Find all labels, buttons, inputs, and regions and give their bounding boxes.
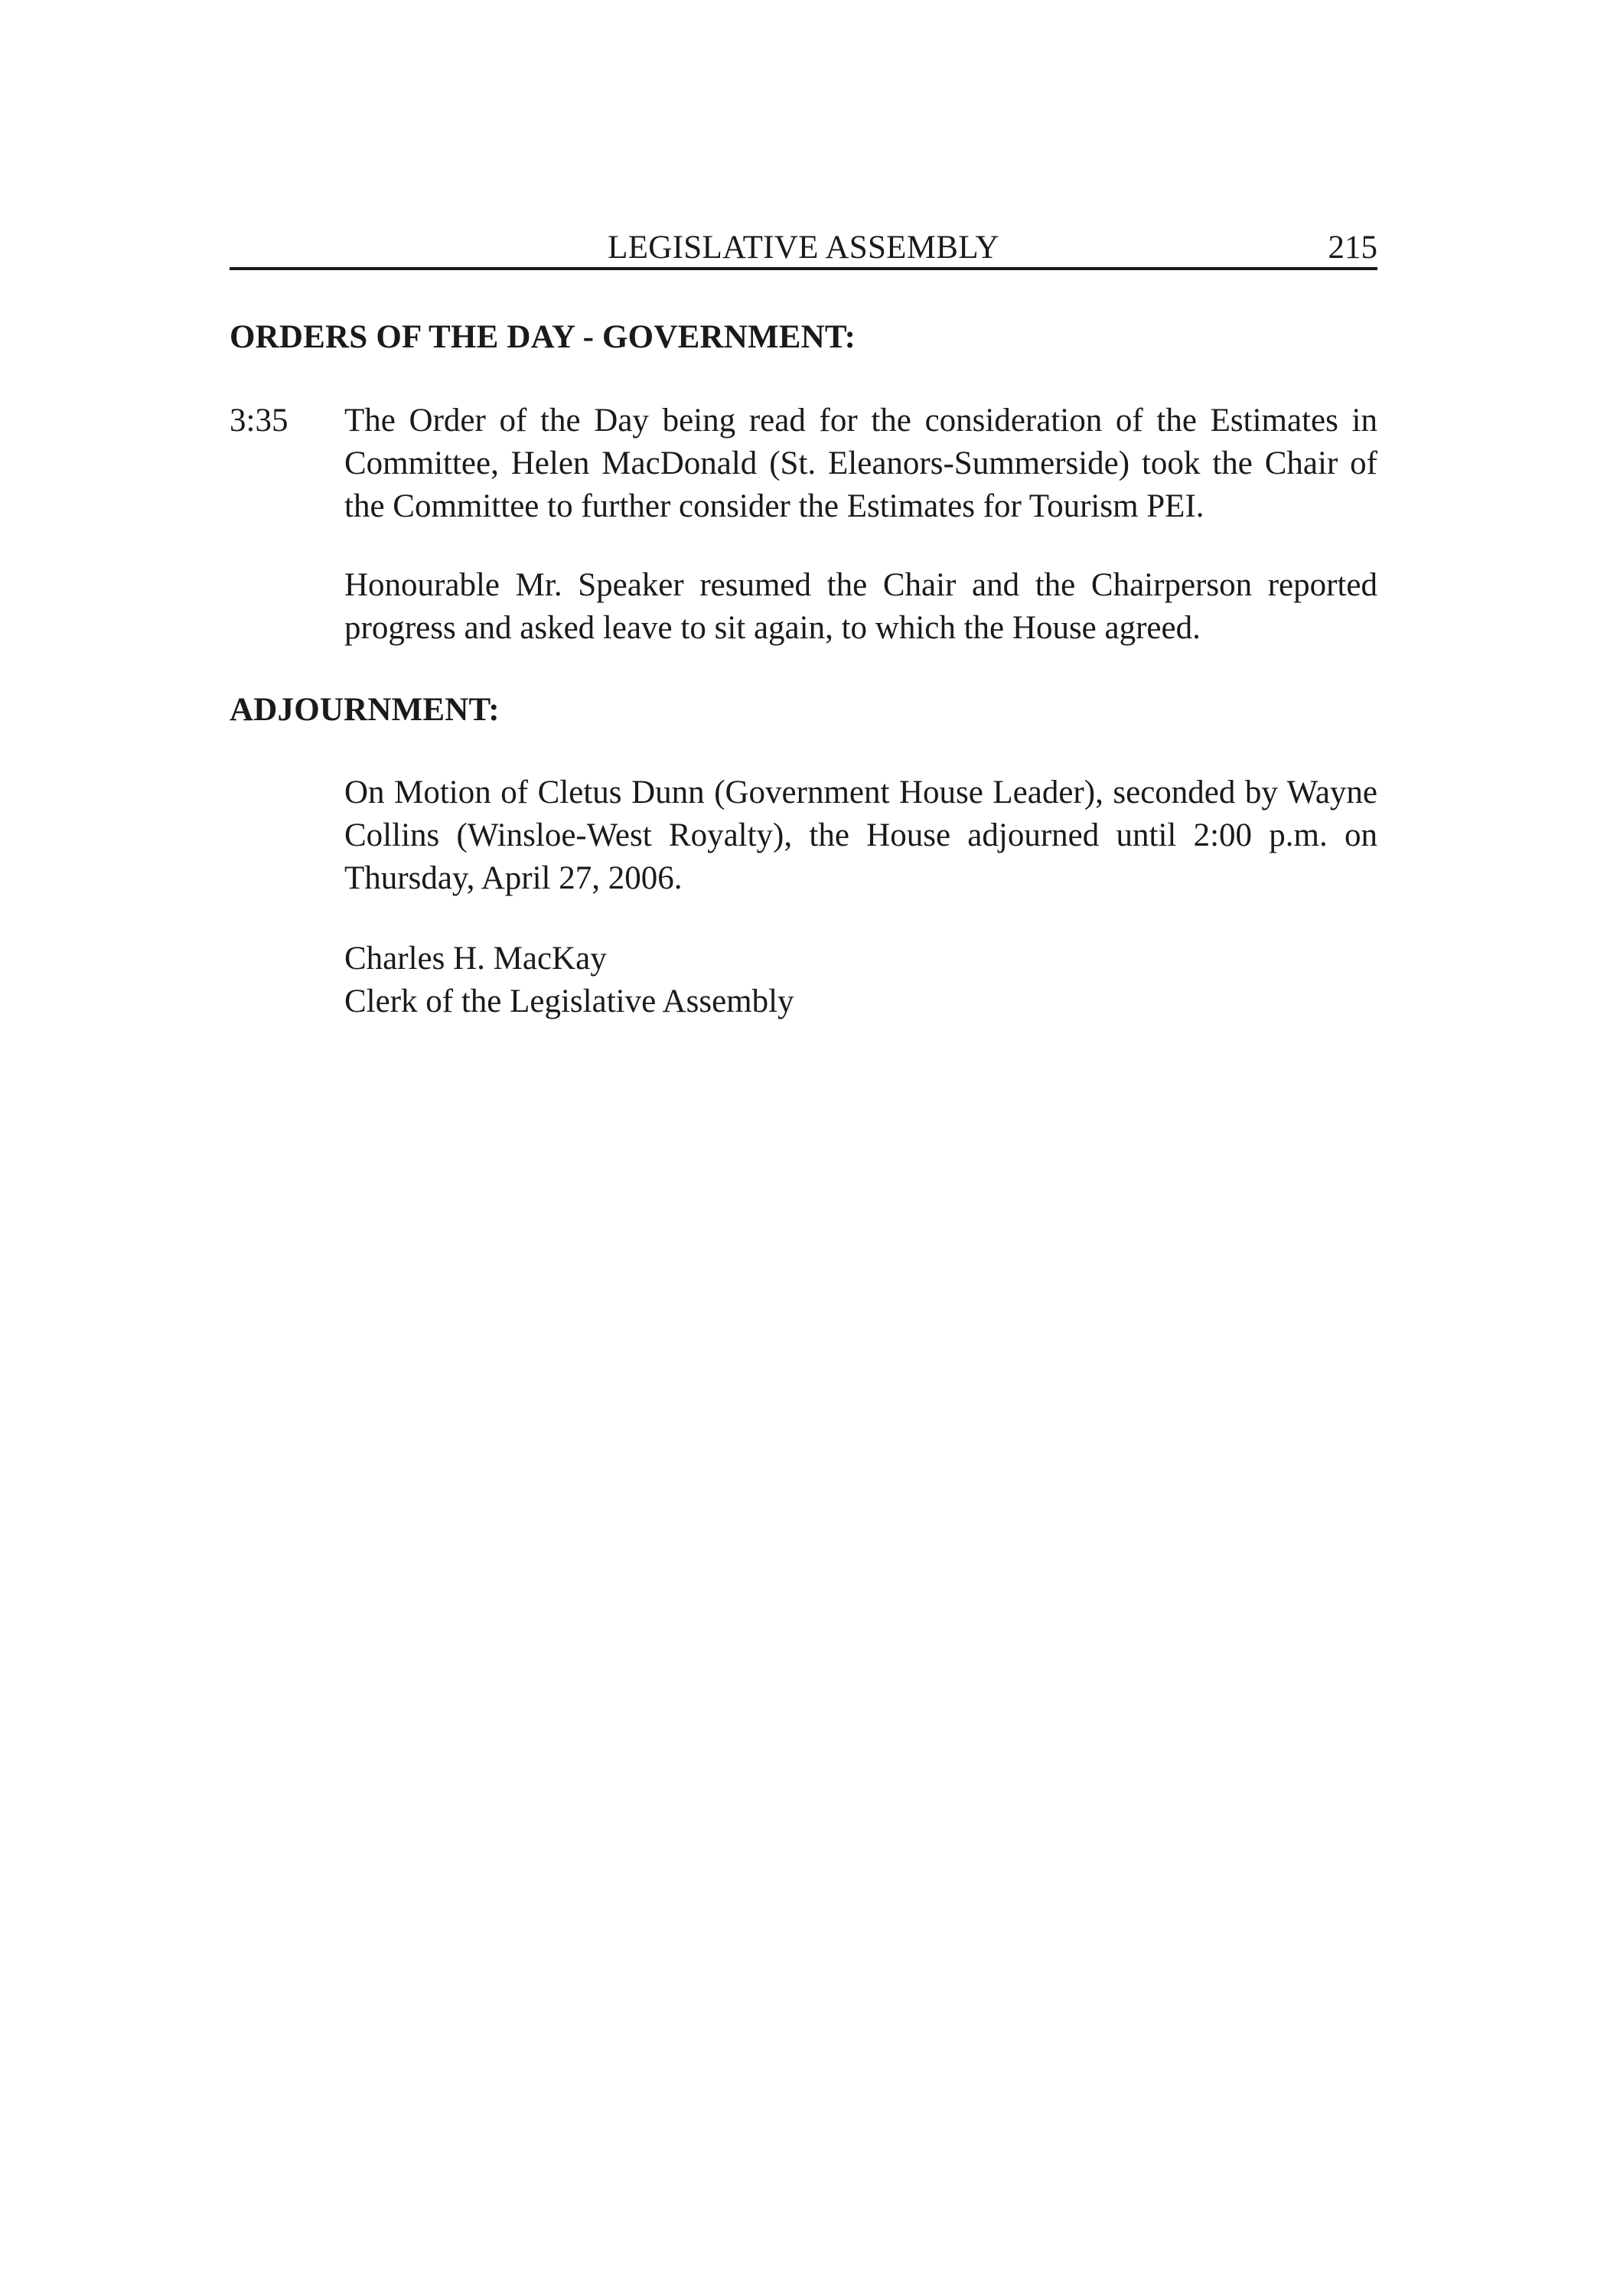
entry-time: 3:35 [230, 403, 288, 439]
signature-title: Clerk of the Legislative Assembly [344, 983, 794, 1019]
header-rule [230, 267, 1377, 270]
adjournment-paragraph: On Motion of Cletus Dunn (Government House Leader), seconded by Wayne Collins (Winsloe-West Royalty), the House adjourned until 2:00 p.m. on Thursday, April 27, 2006. [344, 775, 1377, 896]
orders-of-the-day-heading: ORDERS OF THE DAY - GOVERNMENT: [230, 319, 856, 355]
signature-name: Charles H. MacKay [344, 941, 607, 977]
orders-paragraph-2: Honourable Mr. Speaker resumed the Chair and the Chairperson reported progress and asked leave to sit again, to which the House agreed. [344, 567, 1377, 646]
header-title: LEGISLATIVE ASSEMBLY [608, 230, 999, 266]
page-number: 215 [1328, 230, 1377, 266]
signature-block [344, 938, 794, 1023]
adjournment-heading: ADJOURNMENT: [230, 692, 500, 728]
page-header [230, 225, 1377, 271]
orders-paragraph-1: The Order of the Day being read for the consideration of the Estimates in Committee, Helen MacDonald (St. Eleanors-Summerside) took the Chair of the Committee to further consider the Estimates for Tourism PEI. [344, 403, 1377, 524]
